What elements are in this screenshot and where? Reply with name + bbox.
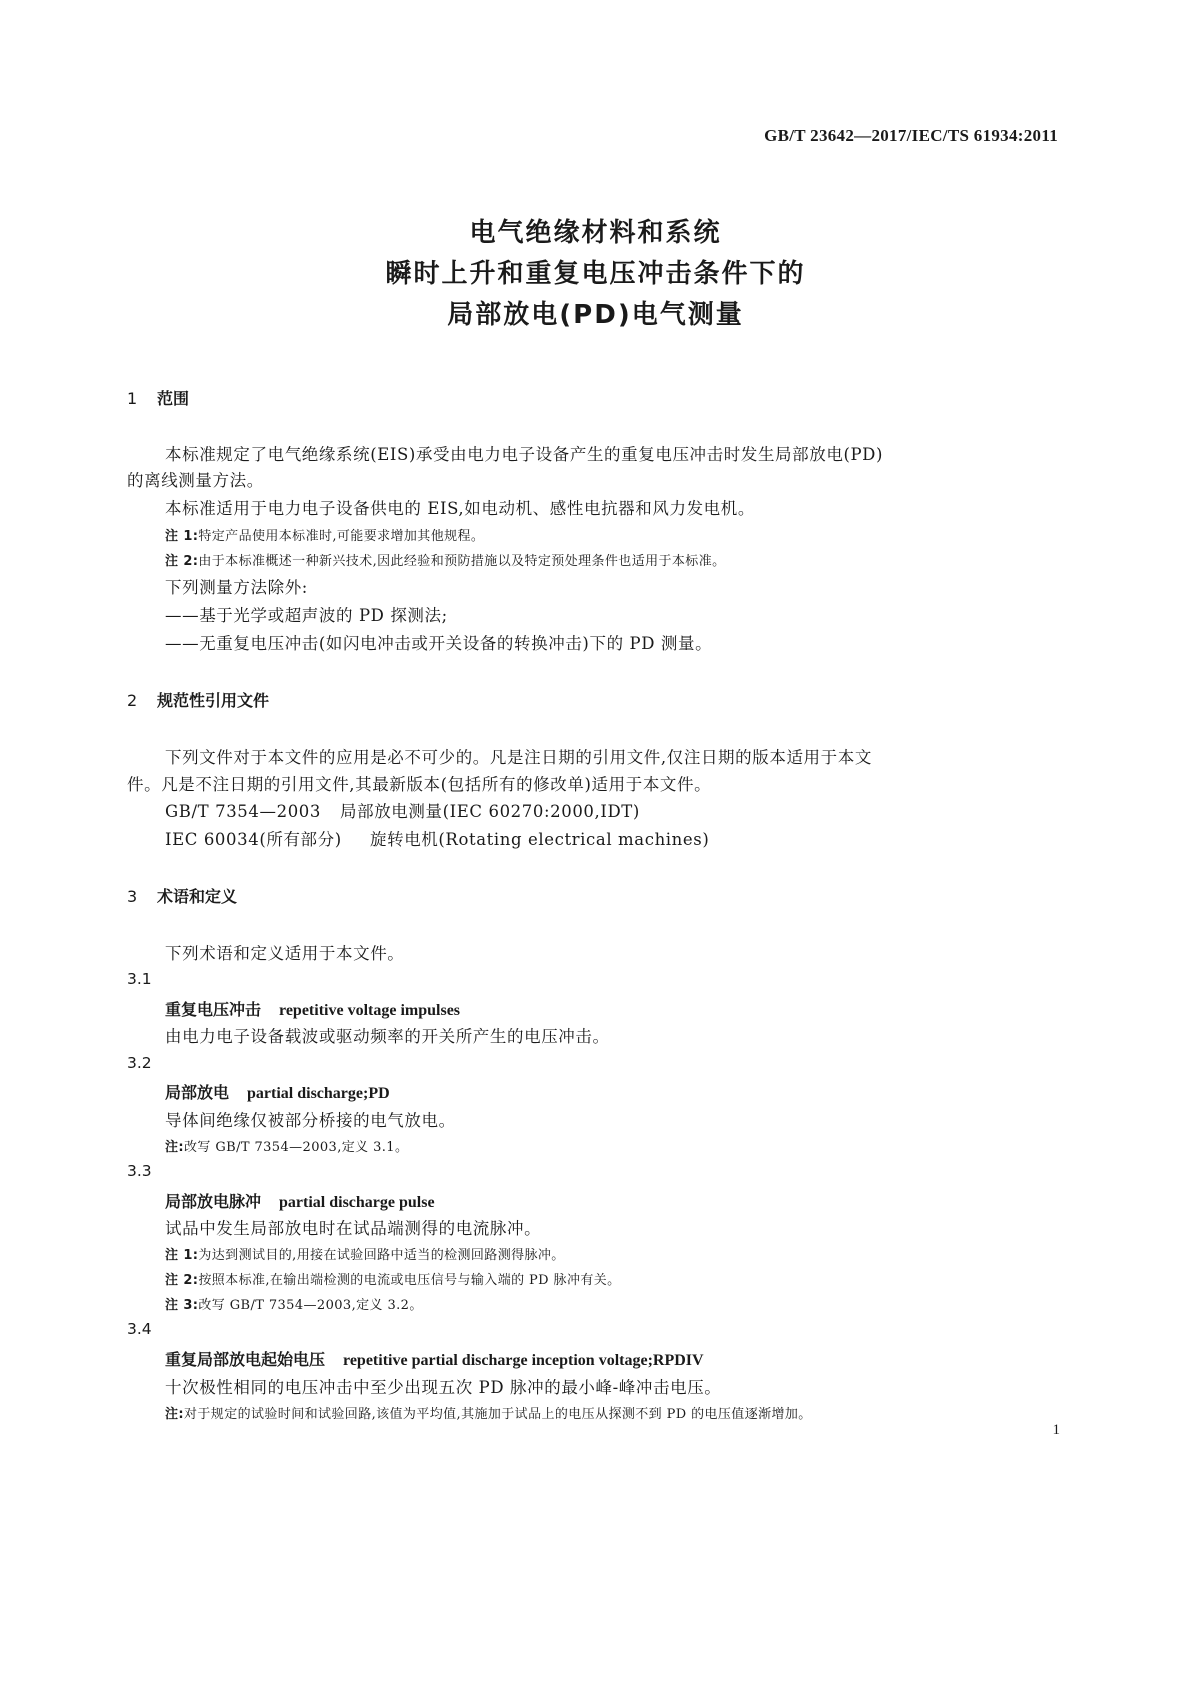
reference-title: 旋转电机(Rotating electrical machines) (370, 830, 710, 849)
section-1-note-1 (165, 525, 484, 544)
note-label: 注 1: (165, 1248, 199, 1263)
term-note (165, 1403, 812, 1422)
term-definition: 导体间绝缘仅被部分桥接的电气放电。 (165, 1111, 456, 1130)
reference-code: GB/T 7354—2003 (165, 802, 321, 821)
term-note-2 (165, 1269, 621, 1288)
note-text: 改写 GB/T 7354—2003,定义 3.2。 (198, 1298, 423, 1313)
section-1-heading (127, 386, 189, 409)
term-note (165, 1136, 408, 1155)
section-number: 1 (127, 389, 138, 408)
reference-1 (165, 798, 640, 822)
section-2-heading (127, 688, 269, 711)
section-number: 3 (127, 887, 138, 906)
term-definition: 十次极性相同的电压冲击中至少出现五次 PD 脉冲的最小峰-峰冲击电压。 (165, 1378, 722, 1397)
note-label: 注: (165, 1407, 184, 1422)
title-line-2: 瞬时上升和重复电压冲击条件下的 (385, 259, 806, 289)
note-text: 改写 GB/T 7354—2003,定义 3.1。 (184, 1140, 409, 1155)
term-number: 3.2 (127, 1054, 152, 1072)
section-title: 范围 (157, 389, 190, 408)
exclusion-item-2: ——无重复电压冲击(如闪电冲击或开关设备的转换冲击)下的 PD 测量。 (165, 634, 713, 653)
term-note-3 (165, 1294, 423, 1313)
term-note-1 (165, 1244, 565, 1263)
section-1-para-1-line-2: 的离线测量方法。 (127, 471, 264, 490)
term-number: 3.1 (127, 970, 152, 988)
term-en: partial discharge pulse (279, 1194, 435, 1211)
section-1-para-2: 本标准适用于电力电子设备供电的 EIS,如电动机、感性电抗器和风力发电机。 (165, 499, 755, 518)
reference-code: IEC 60034(所有部分) (165, 830, 342, 849)
term-en: partial discharge;PD (247, 1085, 390, 1102)
exclusion-item-1: ——基于光学或超声波的 PD 探测法; (165, 606, 448, 625)
term-zh: 局部放电脉冲 (165, 1192, 262, 1211)
term-heading (165, 997, 460, 1020)
term-zh: 重复电压冲击 (165, 1000, 262, 1019)
term-zh: 局部放电 (165, 1083, 230, 1102)
note-text: 由于本标准概述一种新兴技术,因此经验和预防措施以及特定预处理条件也适用于本标准。 (198, 554, 726, 569)
note-label: 注 3: (165, 1298, 199, 1313)
reference-2 (165, 826, 709, 850)
section-2-para-line-1: 下列文件对于本文件的应用是必不可少的。凡是注日期的引用文件,仅注日期的版本适用于本文 (165, 748, 872, 767)
term-heading (165, 1080, 390, 1103)
title-line-1: 电气绝缘材料和系统 (469, 218, 722, 248)
reference-title: 局部放电测量(IEC 60270:2000,IDT) (340, 802, 640, 821)
note-text: 为达到测试目的,用接在试验回路中适当的检测回路测得脉冲。 (198, 1248, 565, 1263)
standard-code: GB/T 23642—2017/IEC/TS 61934:2011 (764, 126, 1058, 145)
note-label: 注 1: (165, 529, 199, 544)
term-heading (165, 1347, 704, 1370)
term-number: 3.3 (127, 1162, 152, 1180)
note-text: 对于规定的试验时间和试验回路,该值为平均值,其施加于试品上的电压从探测不到 PD 的电压值逐渐增加。 (184, 1407, 812, 1422)
term-definition: 由电力电子设备载波或驱动频率的开关所产生的电压冲击。 (165, 1027, 610, 1046)
page-number: 1 (1052, 1422, 1060, 1438)
term-number: 3.4 (127, 1320, 152, 1338)
section-title: 规范性引用文件 (157, 691, 270, 710)
section-1-note-2 (165, 550, 726, 569)
exclusions-intro: 下列测量方法除外: (165, 578, 308, 597)
term-en: repetitive partial discharge inception voltage;RPDIV (343, 1352, 704, 1369)
section-number: 2 (127, 691, 138, 710)
note-label: 注 2: (165, 1273, 199, 1288)
section-2-para-line-2: 件。凡是不注日期的引用文件,其最新版本(包括所有的修改单)适用于本文件。 (127, 775, 712, 794)
note-text: 特定产品使用本标准时,可能要求增加其他规程。 (198, 529, 485, 544)
section-3-intro: 下列术语和定义适用于本文件。 (165, 944, 405, 963)
note-label: 注 2: (165, 554, 199, 569)
term-heading (165, 1189, 435, 1212)
section-title: 术语和定义 (157, 887, 238, 906)
term-en: repetitive voltage impulses (279, 1002, 461, 1019)
section-3-heading (127, 884, 237, 907)
section-1-para-1-line-1: 本标准规定了电气绝缘系统(EIS)承受由电力电子设备产生的重复电压冲击时发生局部放电(PD) (165, 445, 884, 464)
term-definition: 试品中发生局部放电时在试品端测得的电流脉冲。 (165, 1219, 542, 1238)
term-zh: 重复局部放电起始电压 (165, 1350, 326, 1369)
note-label: 注: (165, 1140, 184, 1155)
title-line-3: 局部放电(PD)电气测量 (447, 300, 744, 330)
note-text: 按照本标准,在输出端检测的电流或电压信号与输入端的 PD 脉冲有关。 (198, 1273, 621, 1288)
